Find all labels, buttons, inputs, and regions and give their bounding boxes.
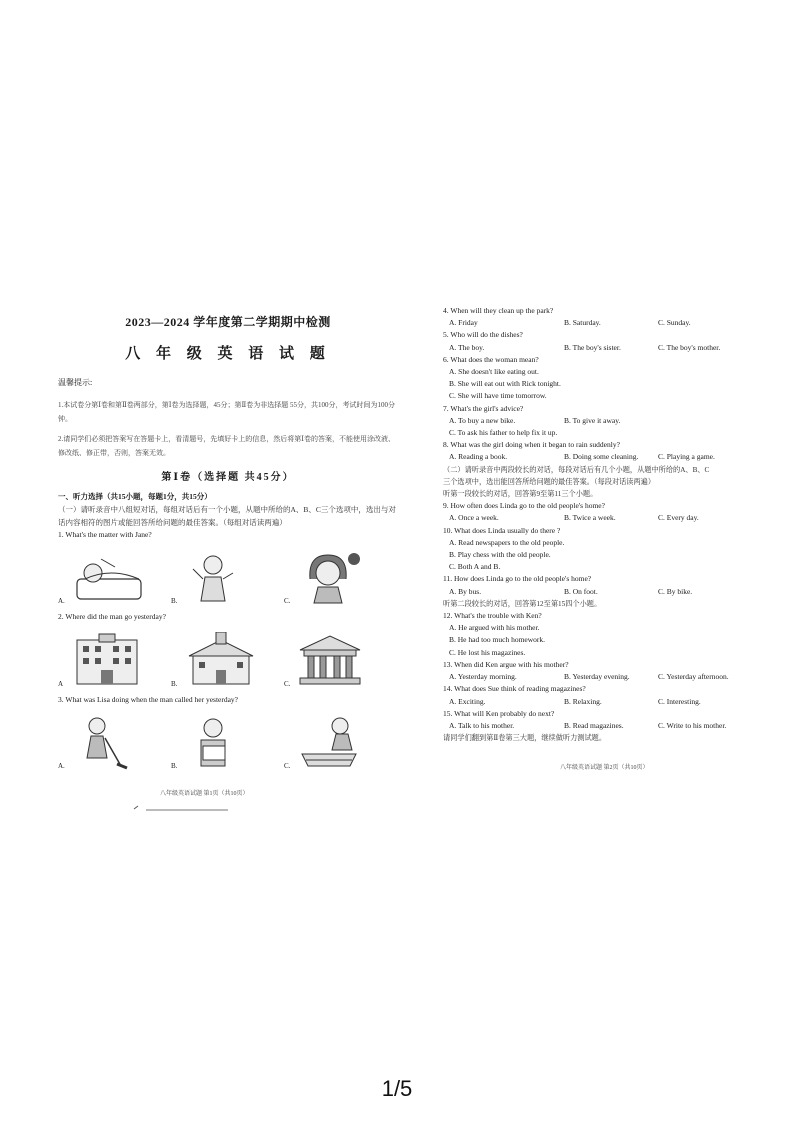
question: 13. When did Ken argue with his mother? <box>443 659 569 669</box>
question: 5. Who will do the dishes? <box>443 330 523 340</box>
toothache-illustration <box>183 549 253 605</box>
option-line: B. She will eat out with Rick tonight. <box>449 379 561 389</box>
option-c: C. Playing a game. <box>658 452 715 462</box>
exam-title: 2023—2024 学年度第二学期期中检测 <box>125 315 331 329</box>
part-heading: 一、听力选择（共15小题，每题1分，共15分） <box>58 492 212 501</box>
girl-sweeping-illustration <box>71 714 141 770</box>
question: 12. What's the trouble with Ken? <box>443 611 542 621</box>
option-line: B. He had too much homework. <box>449 635 546 645</box>
question-3-images <box>58 710 398 770</box>
boy-reading-illustration <box>183 714 253 770</box>
option-c: C. By bike. <box>658 586 693 596</box>
question: 9. How often does Linda go to the old people's home? <box>443 501 605 511</box>
options-row <box>443 415 743 427</box>
q1-option-b: B. <box>171 549 284 605</box>
option-a: A. Reading a book. <box>449 452 508 462</box>
school-building-illustration <box>183 632 263 688</box>
option-b: B. Yesterday evening. <box>564 672 630 682</box>
option-b: B. To give it away. <box>564 415 621 425</box>
question: 10. What does Linda usually do there ? <box>443 525 561 535</box>
option-a: A. Friday <box>449 318 478 328</box>
option-line: A. He argued with his mother. <box>449 623 540 633</box>
instruction-line: 三个选项中，选出能回答所给问题的最佳答案。（每段对话读两遍） <box>443 477 656 486</box>
option-a: A. Yesterday morning. <box>449 672 517 682</box>
option-line: A. She doesn't like eating out. <box>449 367 539 377</box>
q1-option-c: C. <box>284 549 397 605</box>
question: 8. What was the girl doing when it began to rain suddenly? <box>443 440 620 450</box>
girl-cooking-illustration <box>296 714 366 770</box>
option-a: A. To buy a new bike. <box>449 415 516 425</box>
options-row <box>443 586 743 598</box>
option-c: C. Interesting. <box>658 696 701 706</box>
left-page-footer: 八年级英语试题 第1页（共10页） <box>160 791 249 797</box>
question: 6. What does the woman mean? <box>443 354 539 364</box>
option-c: C. Yesterday afternoon. <box>658 672 729 682</box>
exam-subtitle: 八 年 级 英 语 试 题 <box>125 346 331 362</box>
option-b: B. Relaxing. <box>564 696 602 706</box>
option-c: C. Sunday. <box>658 318 691 328</box>
q2-option-b: B. <box>171 632 284 688</box>
sick-in-bed-illustration <box>71 549 151 605</box>
notes-heading: 温馨提示: <box>58 378 93 387</box>
scan-artifact-line <box>132 805 232 811</box>
option-line: B. Play chess with the old people. <box>449 550 551 560</box>
option-b: B. On foot. <box>564 586 598 596</box>
option-c: C. Write to his mother. <box>658 720 727 730</box>
part-instructions: （一）请听录音中八组短对话，每组对话后有一个小题，从题中所给的A、B、C三个选项中，选出与对话内容相符的图片或能回答所给问题的最佳答案。（每组对话读两遍） <box>58 505 396 528</box>
option-a: A. The boy. <box>449 342 485 352</box>
q3-option-a: A. <box>58 714 171 770</box>
right-page-footer: 八年级英语试题 第2页（共10页） <box>560 765 649 771</box>
question-3: 3. What was Lisa doing when the man called her yesterday? <box>58 694 239 704</box>
question: 7. What's the girl's advice? <box>443 403 524 413</box>
options-row <box>443 671 743 683</box>
options-row <box>443 451 743 463</box>
option-a: A. Talk to his mother. <box>449 720 515 730</box>
option-a: A. Exciting. <box>449 696 486 706</box>
question: 15. What will Ken probably do next? <box>443 708 555 718</box>
note-2: 2.请同学们必须把答案写在答题卡上，看清题号，先填好卡上的信息，然后将第Ⅰ卷的答案，不能使用涂改液、修改纸、修正带，否则，答案无效。 <box>58 435 396 457</box>
option-line: C. She will have time tomorrow. <box>449 391 547 401</box>
question-2-images <box>58 628 398 688</box>
q3-option-b: B. <box>171 714 284 770</box>
instruction-line: 听第二段较长的对话，回答第12至第15四个小题。 <box>443 599 602 608</box>
question: 4. When will they clean up the park? <box>443 306 554 315</box>
options-row <box>443 512 743 524</box>
museum-building-illustration <box>296 632 366 688</box>
q3-option-c: C. <box>284 714 397 770</box>
left-exam-page <box>58 305 398 776</box>
note-1: 1.本试卷分第Ⅰ卷和第Ⅱ卷两部分，第Ⅰ卷为选择题，45分；第Ⅱ卷为非选择题 55分，共100分，考试时间为100分钟。 <box>58 401 396 423</box>
option-line: C. Both A and B. <box>449 562 501 572</box>
option-c: C. The boy's mother. <box>658 342 721 352</box>
right-exam-page <box>443 305 743 744</box>
hospital-building-illustration <box>69 632 149 688</box>
option-a: A. Once a week. <box>449 513 499 523</box>
instruction-line: 听第一段较长的对话，回答第9至第11三个小题。 <box>443 490 598 499</box>
instruction-line: 请同学们翻到第Ⅱ卷第三大题，继续做听力测试题。 <box>443 734 607 743</box>
question: 14. What does Sue think of reading magazines? <box>443 684 586 694</box>
options-row <box>443 317 743 329</box>
q2-option-c: C. <box>284 632 397 688</box>
option-b: B. The boy's sister. <box>564 342 621 352</box>
options-row <box>443 342 743 354</box>
question: 11. How does Linda go to the old people's home? <box>443 574 592 584</box>
option-b: B. Doing some cleaning. <box>564 452 639 462</box>
girl-with-fever-illustration <box>296 549 366 605</box>
option-a: A. By bus. <box>449 586 482 596</box>
instruction-line: （二）请听录音中两段较长的对话，每段对话后有几个小题，从题中所给的A、B、C <box>443 465 710 474</box>
option-c: C. Every day. <box>658 513 699 523</box>
option-b: B. Saturday. <box>564 318 601 328</box>
options-row <box>443 720 743 732</box>
options-row <box>443 696 743 708</box>
option-line: C. He lost his magazines. <box>449 647 526 657</box>
option-b: B. Twice a week. <box>564 513 616 523</box>
section-title: 第Ⅰ卷（选择题 共45分） <box>161 472 295 483</box>
option-b: B. Read magazines. <box>564 720 624 730</box>
question-1: 1. What's the matter with Jane? <box>58 530 152 540</box>
option-line: C. To ask his father to help fix it up. <box>449 428 558 438</box>
option-line: A. Read newspapers to the old people. <box>449 537 565 547</box>
question-1-images <box>58 545 398 605</box>
option-c <box>658 415 743 427</box>
q1-option-a: A. <box>58 549 171 605</box>
q2-option-a: A <box>58 632 171 688</box>
page-counter: 1/5 <box>381 1076 413 1101</box>
question-2: 2. Where did the man go yesterday? <box>58 612 166 622</box>
